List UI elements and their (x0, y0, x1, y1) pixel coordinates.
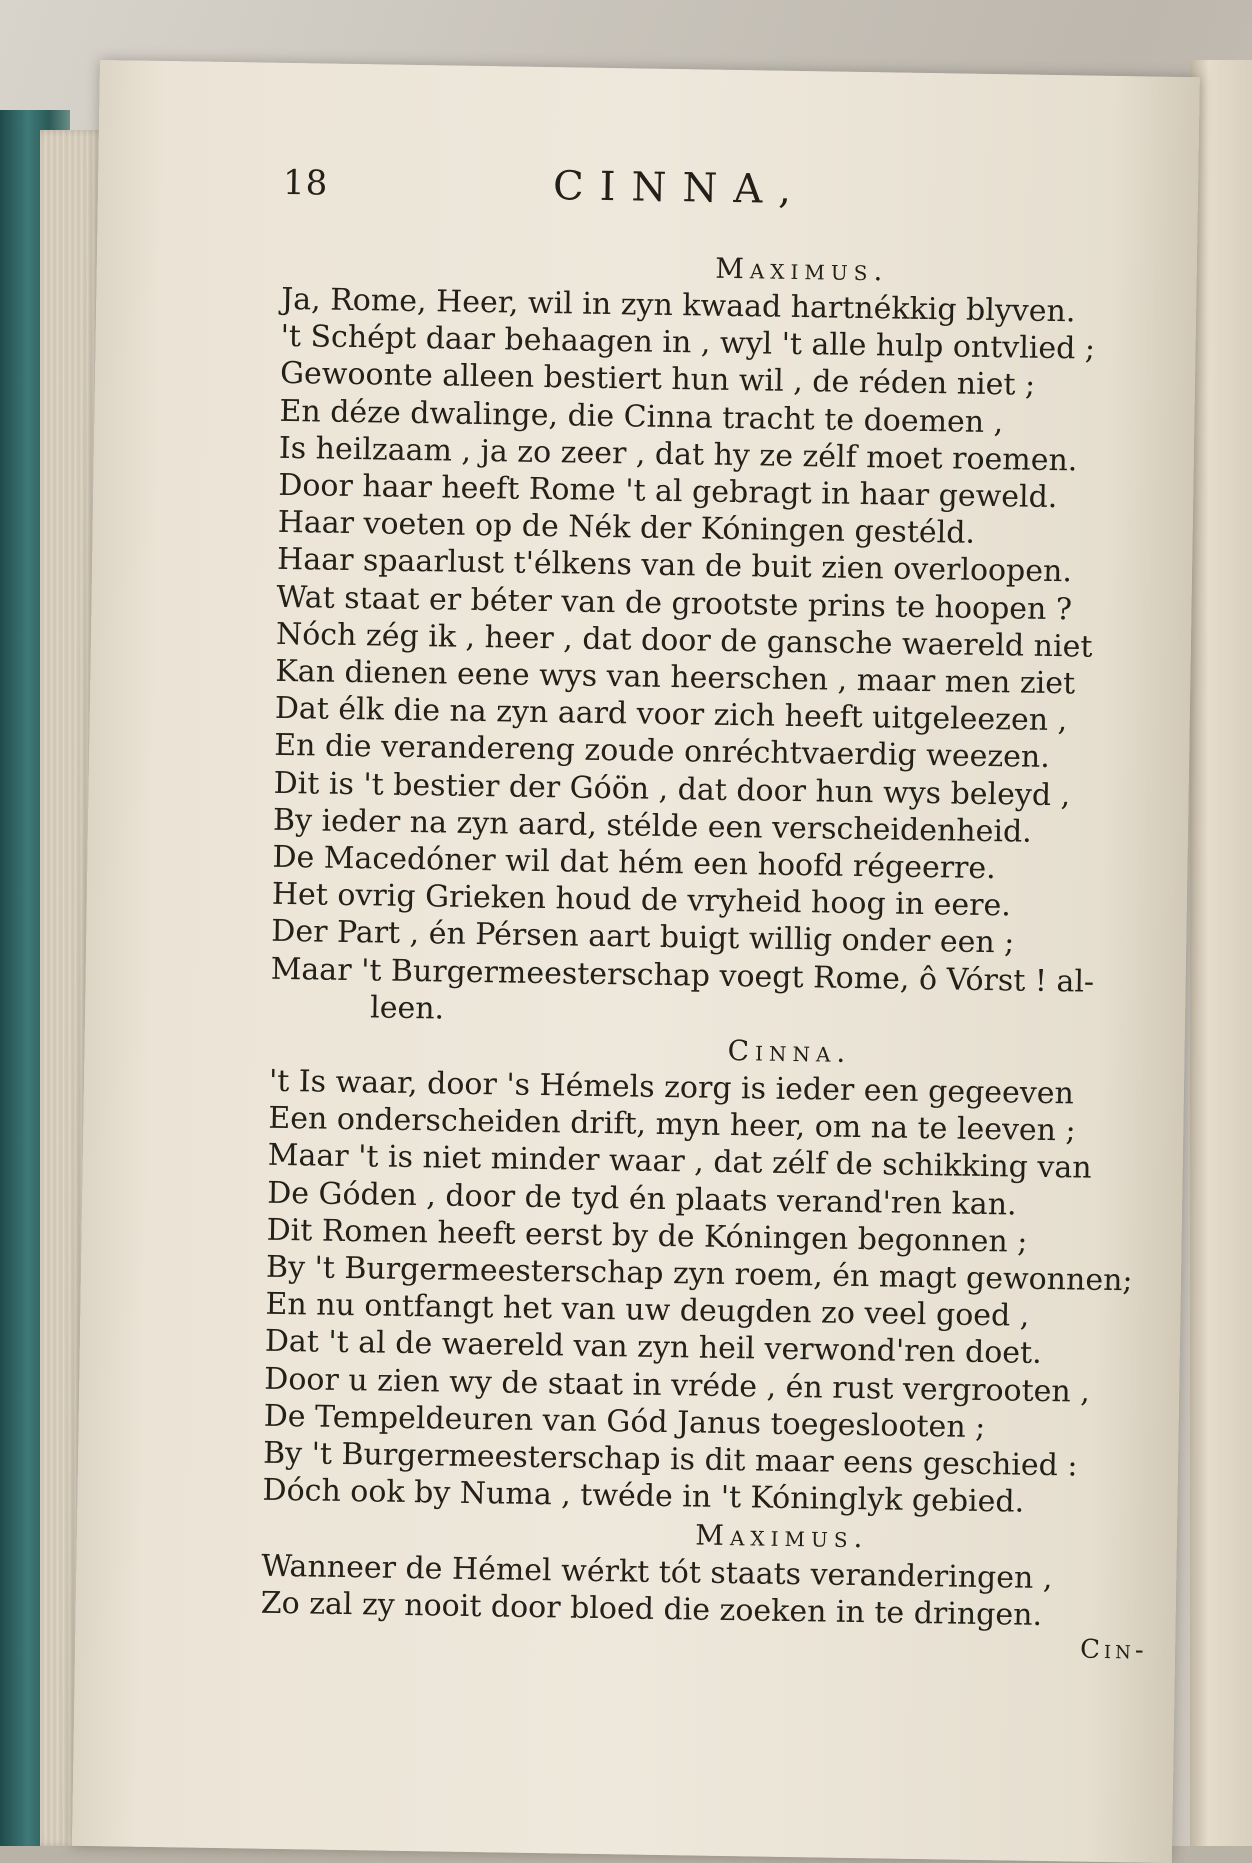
verse-line: Zo zal zy nooit door bloed die zoeken in te dringen. (260, 1585, 1043, 1633)
verse-line: Dóch ook by Numa , twéde in 't Kóninglyk gebied. (262, 1473, 1025, 1520)
verse-line: Door u zien wy de staat in vréde , én rust vergrooten , (264, 1361, 1091, 1410)
speech-block (260, 1509, 1142, 1635)
verse-line: By 't Burgermeesterschap is dit maar eens geschied : (262, 1435, 1078, 1484)
verse-line: De Tempeldeuren van Gód Janus toegeslooten ; (263, 1398, 986, 1445)
verse-line: Haar voeten op de Nék der Kóningen gestéld. (277, 505, 976, 552)
running-head (282, 163, 1163, 257)
speech-block (270, 243, 1162, 1039)
verse-line: Dat 't al de waereld van zyn heil verwond'ren doet. (264, 1324, 1042, 1372)
verse-line: Wanneer de Hémel wérkt tót staats veranderingen , (261, 1548, 1053, 1596)
verse-line: Maar 't Burgermeesterschap voegt Rome, ô Vórst ! al- (270, 951, 1095, 1000)
verse-line: Een onderscheiden drift, myn heer, om na te leeven ; (268, 1101, 1076, 1149)
verse-line: 't Is waar, door 's Hémels zorg is ieder een gegeeven (268, 1063, 1075, 1112)
verse-line: Ja, Rome, Heer, wil in zyn kwaad hartnékkig blyven. (280, 281, 1076, 330)
speaker-name: Cinna. (727, 1034, 852, 1069)
page-text-block (260, 162, 1163, 1666)
verse-line: Gewoonte alleen bestiert hun wil , de réden niet ; (279, 356, 1036, 404)
verse-line: Dit is 't bestier der Góön , dat door hun wys beleyd , (273, 765, 1071, 813)
speaker-name: Maximus. (714, 251, 889, 288)
running-title: CINNA, (552, 163, 808, 214)
verse-line: By 't Burgermeesterschap zyn roem, én magt gewonnen; (265, 1249, 1133, 1299)
verse-line: Is heilzaam , ja zo zeer , dat hy ze zélf moet roemen. (278, 430, 1078, 479)
speaker-name: Maximus. (695, 1518, 869, 1554)
verse-line: De Macedóner wil dat hém een hoofd régeerre. (272, 839, 996, 887)
verse-line: Der Part , én Pérsen aart buigt willig onder een ; (271, 914, 1015, 961)
verse-line: Nóch zég ik , heer , dat door de gansche waereld niet (275, 616, 1093, 665)
verse-line: Dat élk die na zyn aard voor zich heeft uitgeleezen , (274, 691, 1068, 739)
verse-line: Maar 't is niet minder waar , dat zélf de schikking van (267, 1138, 1092, 1187)
verse-line: En nu ontfangt het van uw deugden zo veel goed , (265, 1287, 1030, 1335)
verse-line: 't Schépt daar behaagen in , wyl 't alle hulp ontvlied ; (280, 319, 1096, 367)
facing-page-edge (1190, 60, 1252, 1846)
verse-line: Door haar heeft Rome 't al gebragt in haar geweld. (278, 467, 1058, 516)
verse-line: By ieder na zyn aard, stélde een verscheidenheid. (272, 802, 1032, 850)
catchword: Cin- (1079, 1634, 1148, 1666)
verse-line: De Góden , door de tyd én plaats verand'ren kan. (266, 1175, 1017, 1223)
book-page (72, 60, 1200, 1863)
verse-line: Wat staat er béter van de grootste prins te hoopen ? (276, 579, 1073, 627)
verse-line: En die verandereng zoude onréchtvaerdig weezen. (273, 728, 1051, 776)
speeches-container (260, 243, 1162, 1666)
verse-line: leen. (369, 990, 445, 1027)
verse-line: Haar spaarlust t'élkens van de buit zien overloopen. (276, 542, 1073, 590)
verse-line: En déze dwalinge, die Cinna tracht te doemen , (279, 393, 1004, 440)
verse-line: Kan dienen eene wys van heerschen , maar men ziet (275, 653, 1076, 702)
page-number: 18 (282, 162, 329, 204)
speech-block (262, 1025, 1150, 1523)
verse-line: Dit Romen heeft eerst by de Kóningen begonnen ; (266, 1212, 1028, 1260)
verse-line: Het ovrig Grieken houd de vryheid hoog in eere. (271, 877, 1012, 924)
